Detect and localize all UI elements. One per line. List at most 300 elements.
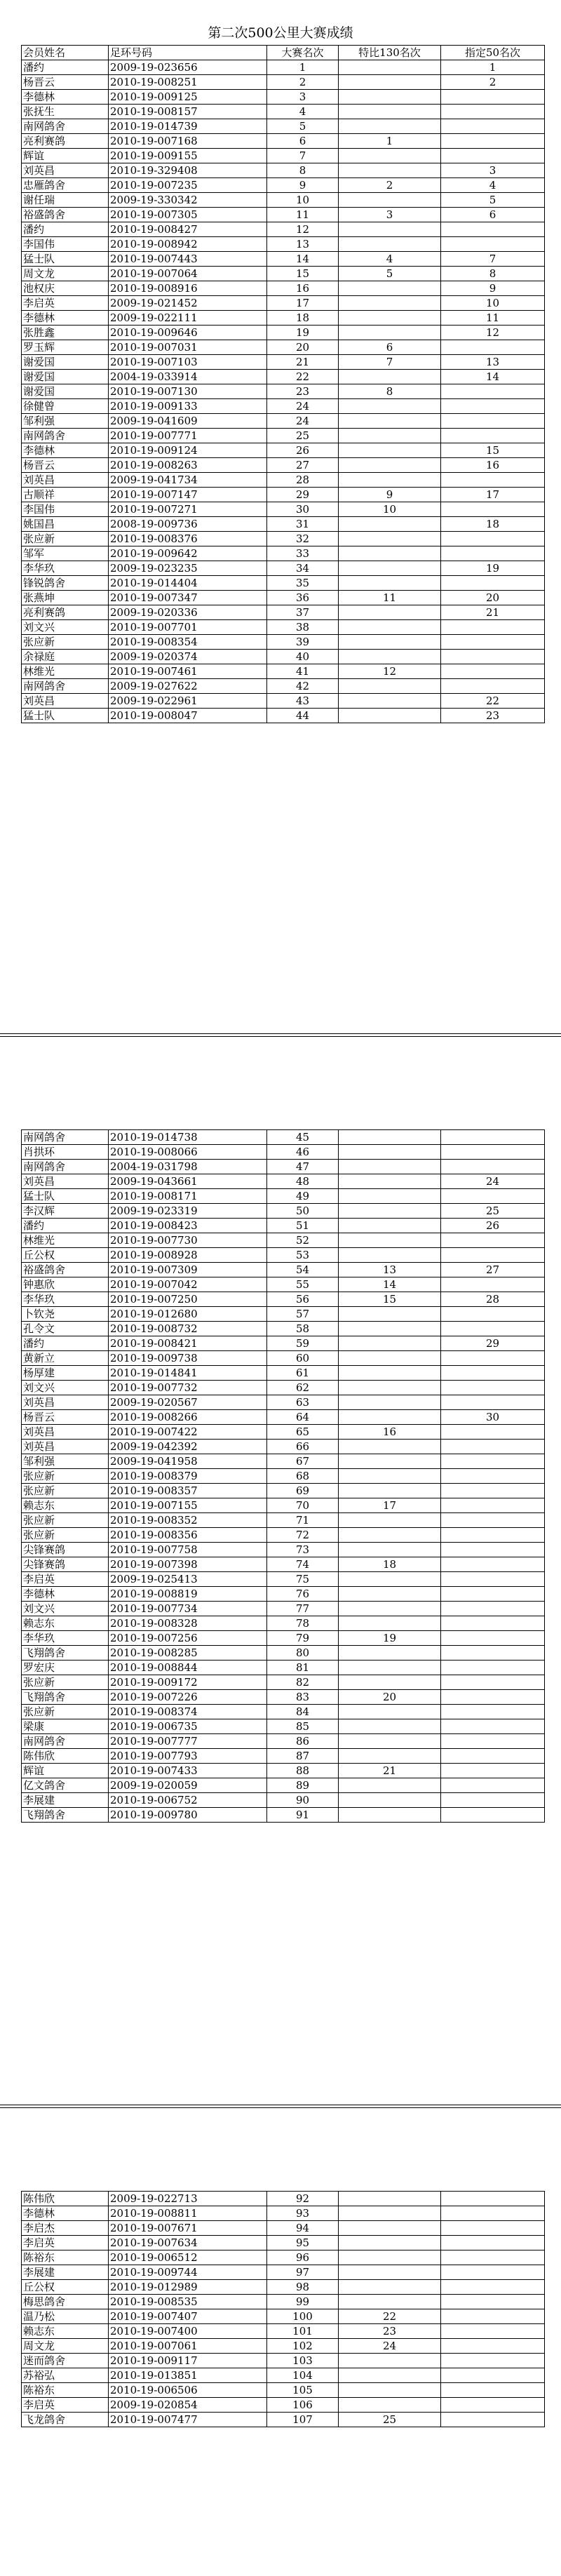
table-row <box>22 429 545 443</box>
special-130-rank-cell: 8 <box>339 384 441 399</box>
designated-50-rank-cell <box>441 1705 545 1719</box>
member-name-cell: 李启英 <box>22 296 109 311</box>
member-name-cell: 刘英昌 <box>22 1440 109 1454</box>
race-rank-cell: 63 <box>267 1395 339 1410</box>
ring-number-cell: 2010-19-007433 <box>109 1764 267 1778</box>
member-name-cell: 刘英昌 <box>22 1425 109 1440</box>
ring-number-cell: 2010-19-007422 <box>109 1425 267 1440</box>
ring-number-cell: 2010-19-007734 <box>109 1602 267 1616</box>
ring-number-cell: 2004-19-033914 <box>109 370 267 384</box>
member-name-cell: 李华玖 <box>22 1631 109 1646</box>
race-rank-cell: 19 <box>267 326 339 340</box>
header-ring-number: 足环号码 <box>109 46 267 60</box>
race-rank-cell: 2 <box>267 75 339 90</box>
designated-50-rank-cell <box>441 149 545 163</box>
race-rank-cell: 35 <box>267 576 339 591</box>
table-row <box>22 2309 545 2324</box>
special-130-rank-cell: 7 <box>339 355 441 370</box>
designated-50-rank-cell: 16 <box>441 458 545 473</box>
table-row <box>22 2280 545 2295</box>
member-name-cell: 温乃松 <box>22 2309 109 2324</box>
member-name-cell: 刘英昌 <box>22 1395 109 1410</box>
special-130-rank-cell: 11 <box>339 591 441 605</box>
table-row <box>22 208 545 222</box>
race-rank-cell: 101 <box>267 2324 339 2339</box>
table-row <box>22 1440 545 1454</box>
race-rank-cell: 88 <box>267 1764 339 1778</box>
table-row <box>22 488 545 502</box>
table-row <box>22 679 545 694</box>
ring-number-cell: 2010-19-007758 <box>109 1543 267 1557</box>
ring-number-cell: 2010-19-009646 <box>109 326 267 340</box>
table-row <box>22 1661 545 1675</box>
ring-number-cell: 2010-19-009155 <box>109 149 267 163</box>
member-name-cell: 李德林 <box>22 2206 109 2221</box>
special-130-rank-cell <box>339 2383 441 2398</box>
ring-number-cell: 2009-19-020336 <box>109 605 267 620</box>
ring-number-cell: 2009-19-020854 <box>109 2398 267 2413</box>
ring-number-cell: 2010-19-007271 <box>109 502 267 517</box>
table-row <box>22 1602 545 1616</box>
table-row <box>22 458 545 473</box>
special-130-rank-cell <box>339 1793 441 1808</box>
ring-number-cell: 2010-19-008421 <box>109 1336 267 1351</box>
special-130-rank-cell <box>339 1661 441 1675</box>
designated-50-rank-cell <box>441 90 545 105</box>
member-name-cell: 钟惠欣 <box>22 1277 109 1292</box>
member-name-cell: 陈裕东 <box>22 2250 109 2265</box>
designated-50-rank-cell <box>441 1233 545 1248</box>
ring-number-cell: 2010-19-008379 <box>109 1469 267 1484</box>
member-name-cell: 刘英昌 <box>22 473 109 488</box>
table-row <box>22 1130 545 1145</box>
special-130-rank-cell: 4 <box>339 252 441 267</box>
special-130-rank-cell <box>339 1528 441 1543</box>
member-name-cell: 罗玉辉 <box>22 340 109 355</box>
table-row <box>22 134 545 149</box>
member-name-cell: 李德林 <box>22 443 109 458</box>
member-name-cell: 张应新 <box>22 1513 109 1528</box>
special-130-rank-cell <box>339 370 441 384</box>
table-row <box>22 296 545 311</box>
table-row <box>22 1204 545 1219</box>
table-row <box>22 1498 545 1513</box>
race-rank-cell: 97 <box>267 2265 339 2280</box>
special-130-rank-cell: 15 <box>339 1292 441 1307</box>
race-rank-cell: 15 <box>267 267 339 281</box>
special-130-rank-cell <box>339 60 441 75</box>
table-row <box>22 2339 545 2354</box>
race-rank-cell: 24 <box>267 414 339 429</box>
ring-number-cell: 2010-19-007061 <box>109 2339 267 2354</box>
table-row <box>22 1572 545 1587</box>
designated-50-rank-cell: 14 <box>441 370 545 384</box>
member-name-cell: 梁康 <box>22 1719 109 1734</box>
ring-number-cell: 2010-19-007701 <box>109 620 267 635</box>
designated-50-rank-cell: 4 <box>441 178 545 193</box>
member-name-cell: 张燕坤 <box>22 591 109 605</box>
race-rank-cell: 11 <box>267 208 339 222</box>
special-130-rank-cell <box>339 679 441 694</box>
special-130-rank-cell: 22 <box>339 2309 441 2324</box>
special-130-rank-cell: 17 <box>339 1498 441 1513</box>
table-row <box>22 1248 545 1263</box>
table-row <box>22 1410 545 1425</box>
special-130-rank-cell <box>339 1454 441 1469</box>
member-name-cell: 周文龙 <box>22 267 109 281</box>
designated-50-rank-cell: 10 <box>441 296 545 311</box>
member-name-cell: 苏裕弘 <box>22 2368 109 2383</box>
ring-number-cell: 2010-19-008376 <box>109 532 267 546</box>
designated-50-rank-cell: 30 <box>441 1410 545 1425</box>
ring-number-cell: 2010-19-007130 <box>109 384 267 399</box>
race-rank-cell: 44 <box>267 709 339 723</box>
race-rank-cell: 56 <box>267 1292 339 1307</box>
designated-50-rank-cell: 20 <box>441 591 545 605</box>
designated-50-rank-cell: 7 <box>441 252 545 267</box>
ring-number-cell: 2010-19-007730 <box>109 1233 267 1248</box>
table-row <box>22 1263 545 1277</box>
designated-50-rank-cell <box>441 1602 545 1616</box>
race-rank-cell: 103 <box>267 2354 339 2368</box>
race-rank-cell: 73 <box>267 1543 339 1557</box>
special-130-rank-cell <box>339 2236 441 2250</box>
table-row <box>22 1469 545 1484</box>
designated-50-rank-cell <box>441 1277 545 1292</box>
table-row <box>22 252 545 267</box>
ring-number-cell: 2010-19-008266 <box>109 1410 267 1425</box>
ring-number-cell: 2010-19-007064 <box>109 267 267 281</box>
ring-number-cell: 2010-19-007443 <box>109 252 267 267</box>
designated-50-rank-cell <box>441 1469 545 1484</box>
designated-50-rank-cell: 24 <box>441 1174 545 1189</box>
member-name-cell: 古顺祥 <box>22 488 109 502</box>
ring-number-cell: 2010-19-009744 <box>109 2265 267 2280</box>
member-name-cell: 南网鸽舍 <box>22 1734 109 1749</box>
designated-50-rank-cell <box>441 1764 545 1778</box>
table-row <box>22 1322 545 1336</box>
ring-number-cell: 2009-19-043661 <box>109 1174 267 1189</box>
designated-50-rank-cell <box>441 635 545 650</box>
member-name-cell: 徐健曾 <box>22 399 109 414</box>
ring-number-cell: 2010-19-008328 <box>109 1616 267 1631</box>
ring-number-cell: 2010-19-014404 <box>109 576 267 591</box>
member-name-cell: 谢爱国 <box>22 355 109 370</box>
designated-50-rank-cell <box>441 1793 545 1808</box>
table-row <box>22 1543 545 1557</box>
table-row <box>22 105 545 119</box>
designated-50-rank-cell <box>441 2236 545 2250</box>
member-name-cell: 飞翔鸽舍 <box>22 1808 109 1823</box>
member-name-cell: 南网鸽舍 <box>22 1160 109 1174</box>
special-130-rank-cell: 25 <box>339 2413 441 2427</box>
race-rank-cell: 3 <box>267 90 339 105</box>
designated-50-rank-cell <box>441 2324 545 2339</box>
race-rank-cell: 80 <box>267 1646 339 1661</box>
results-table-page-3 <box>21 2191 545 2427</box>
race-rank-cell: 72 <box>267 1528 339 1543</box>
special-130-rank-cell <box>339 119 441 134</box>
race-rank-cell: 43 <box>267 694 339 709</box>
race-rank-cell: 55 <box>267 1277 339 1292</box>
member-name-cell: 谢任瑞 <box>22 193 109 208</box>
ring-number-cell: 2010-19-329408 <box>109 163 267 178</box>
special-130-rank-cell <box>339 650 441 664</box>
special-130-rank-cell: 20 <box>339 1690 441 1705</box>
special-130-rank-cell <box>339 473 441 488</box>
ring-number-cell: 2010-19-008352 <box>109 1513 267 1528</box>
race-rank-cell: 45 <box>267 1130 339 1145</box>
race-rank-cell: 30 <box>267 502 339 517</box>
member-name-cell: 张胜鑫 <box>22 326 109 340</box>
race-rank-cell: 13 <box>267 237 339 252</box>
race-rank-cell: 5 <box>267 119 339 134</box>
member-name-cell: 刘英昌 <box>22 694 109 709</box>
table-row <box>22 1381 545 1395</box>
designated-50-rank-cell <box>441 1440 545 1454</box>
table-row <box>22 1145 545 1160</box>
ring-number-cell: 2010-19-007031 <box>109 340 267 355</box>
special-130-rank-cell <box>339 1366 441 1381</box>
member-name-cell: 张应新 <box>22 1705 109 1719</box>
race-rank-cell: 67 <box>267 1454 339 1469</box>
ring-number-cell: 2010-19-012989 <box>109 2280 267 2295</box>
member-name-cell: 余禄庭 <box>22 650 109 664</box>
table-row <box>22 443 545 458</box>
designated-50-rank-cell <box>441 2206 545 2221</box>
table-row <box>22 561 545 576</box>
race-rank-cell: 23 <box>267 384 339 399</box>
table-row <box>22 370 545 384</box>
race-rank-cell: 58 <box>267 1322 339 1336</box>
ring-number-cell: 2009-19-020374 <box>109 650 267 664</box>
table-row <box>22 635 545 650</box>
race-rank-cell: 87 <box>267 1749 339 1764</box>
member-name-cell: 杨晋云 <box>22 458 109 473</box>
table-row <box>22 1336 545 1351</box>
member-name-cell: 孔令文 <box>22 1322 109 1336</box>
designated-50-rank-cell <box>441 1749 545 1764</box>
member-name-cell: 肖拱环 <box>22 1145 109 1160</box>
race-rank-cell: 104 <box>267 2368 339 2383</box>
ring-number-cell: 2010-19-008171 <box>109 1189 267 1204</box>
ring-number-cell: 2010-19-007256 <box>109 1631 267 1646</box>
designated-50-rank-cell: 12 <box>441 326 545 340</box>
table-row <box>22 75 545 90</box>
race-rank-cell: 4 <box>267 105 339 119</box>
ring-number-cell: 2010-19-008356 <box>109 1528 267 1543</box>
designated-50-rank-cell <box>441 1498 545 1513</box>
race-rank-cell: 86 <box>267 1734 339 1749</box>
member-name-cell: 南网鸽舍 <box>22 119 109 134</box>
member-name-cell: 裕盛鸽舍 <box>22 1263 109 1277</box>
designated-50-rank-cell: 27 <box>441 1263 545 1277</box>
designated-50-rank-cell <box>441 2383 545 2398</box>
designated-50-rank-cell: 28 <box>441 1292 545 1307</box>
special-130-rank-cell <box>339 1513 441 1528</box>
race-rank-cell: 12 <box>267 222 339 237</box>
ring-number-cell: 2010-19-007771 <box>109 429 267 443</box>
table-row <box>22 1277 545 1292</box>
race-rank-cell: 6 <box>267 134 339 149</box>
table-row <box>22 650 545 664</box>
designated-50-rank-cell: 11 <box>441 311 545 326</box>
race-rank-cell: 24 <box>267 399 339 414</box>
ring-number-cell: 2009-19-020567 <box>109 1395 267 1410</box>
table-row <box>22 1219 545 1233</box>
table-row <box>22 1675 545 1690</box>
ring-number-cell: 2010-19-007671 <box>109 2221 267 2236</box>
race-rank-cell: 69 <box>267 1484 339 1498</box>
ring-number-cell: 2010-19-006506 <box>109 2383 267 2398</box>
special-130-rank-cell <box>339 561 441 576</box>
special-130-rank-cell <box>339 193 441 208</box>
race-rank-cell: 79 <box>267 1631 339 1646</box>
race-rank-cell: 54 <box>267 1263 339 1277</box>
member-name-cell: 潘约 <box>22 1336 109 1351</box>
special-130-rank-cell <box>339 429 441 443</box>
special-130-rank-cell: 10 <box>339 502 441 517</box>
ring-number-cell: 2009-19-022961 <box>109 694 267 709</box>
race-rank-cell: 42 <box>267 679 339 694</box>
member-name-cell: 林维光 <box>22 1233 109 1248</box>
special-130-rank-cell <box>339 1145 441 1160</box>
table-row <box>22 2324 545 2339</box>
ring-number-cell: 2010-19-007634 <box>109 2236 267 2250</box>
table-row <box>22 1749 545 1764</box>
member-name-cell: 刘文兴 <box>22 1602 109 1616</box>
special-130-rank-cell <box>339 1233 441 1248</box>
ring-number-cell: 2010-19-009117 <box>109 2354 267 2368</box>
designated-50-rank-cell: 8 <box>441 267 545 281</box>
race-rank-cell: 32 <box>267 532 339 546</box>
ring-number-cell: 2010-19-007168 <box>109 134 267 149</box>
member-name-cell: 李华玖 <box>22 1292 109 1307</box>
designated-50-rank-cell <box>441 429 545 443</box>
special-130-rank-cell <box>339 105 441 119</box>
member-name-cell: 潘约 <box>22 60 109 75</box>
race-rank-cell: 102 <box>267 2339 339 2354</box>
special-130-rank-cell: 9 <box>339 488 441 502</box>
special-130-rank-cell: 24 <box>339 2339 441 2354</box>
member-name-cell: 飞龙鸽舍 <box>22 2413 109 2427</box>
header-race-rank: 大赛名次 <box>267 46 339 60</box>
race-rank-cell: 100 <box>267 2309 339 2324</box>
special-130-rank-cell: 3 <box>339 208 441 222</box>
special-130-rank-cell <box>339 296 441 311</box>
designated-50-rank-cell <box>441 1631 545 1646</box>
member-name-cell: 赖志东 <box>22 1616 109 1631</box>
table-row <box>22 1557 545 1572</box>
race-rank-cell: 38 <box>267 620 339 635</box>
designated-50-rank-cell <box>441 1557 545 1572</box>
table-row <box>22 709 545 723</box>
designated-50-rank-cell <box>441 1719 545 1734</box>
designated-50-rank-cell <box>441 664 545 679</box>
ring-number-cell: 2010-19-007793 <box>109 1749 267 1764</box>
designated-50-rank-cell <box>441 2413 545 2427</box>
race-rank-cell: 89 <box>267 1778 339 1793</box>
special-130-rank-cell <box>339 149 441 163</box>
designated-50-rank-cell <box>441 2339 545 2354</box>
special-130-rank-cell <box>339 1572 441 1587</box>
member-name-cell: 李展建 <box>22 2265 109 2280</box>
member-name-cell: 谢爱国 <box>22 370 109 384</box>
member-name-cell: 杨厚建 <box>22 1366 109 1381</box>
member-name-cell: 辉谊 <box>22 149 109 163</box>
ring-number-cell: 2010-19-013851 <box>109 2368 267 2383</box>
member-name-cell: 邹军 <box>22 546 109 561</box>
special-130-rank-cell <box>339 1749 441 1764</box>
ring-number-cell: 2010-19-009133 <box>109 399 267 414</box>
race-rank-cell: 52 <box>267 1233 339 1248</box>
member-name-cell: 刘英昌 <box>22 1174 109 1189</box>
member-name-cell: 刘文兴 <box>22 620 109 635</box>
ring-number-cell: 2010-19-008157 <box>109 105 267 119</box>
designated-50-rank-cell <box>441 1145 545 1160</box>
race-rank-cell: 83 <box>267 1690 339 1705</box>
table-row <box>22 237 545 252</box>
ring-number-cell: 2010-19-009642 <box>109 546 267 561</box>
designated-50-rank-cell: 17 <box>441 488 545 502</box>
ring-number-cell: 2010-19-009124 <box>109 443 267 458</box>
member-name-cell: 李德林 <box>22 311 109 326</box>
member-name-cell: 李国伟 <box>22 237 109 252</box>
ring-number-cell: 2010-19-007477 <box>109 2413 267 2427</box>
special-130-rank-cell <box>339 90 441 105</box>
special-130-rank-cell <box>339 458 441 473</box>
table-row <box>22 620 545 635</box>
member-name-cell: 辉谊 <box>22 1764 109 1778</box>
table-row <box>22 1160 545 1174</box>
ring-number-cell: 2009-19-022713 <box>109 2192 267 2206</box>
special-130-rank-cell <box>339 635 441 650</box>
member-name-cell: 猛士队 <box>22 1189 109 1204</box>
table-row <box>22 193 545 208</box>
designated-50-rank-cell <box>441 1248 545 1263</box>
special-130-rank-cell <box>339 2354 441 2368</box>
special-130-rank-cell <box>339 414 441 429</box>
designated-50-rank-cell: 13 <box>441 355 545 370</box>
ring-number-cell: 2010-19-008374 <box>109 1705 267 1719</box>
member-name-cell: 杨晋云 <box>22 75 109 90</box>
ring-number-cell: 2009-19-041734 <box>109 473 267 488</box>
table-row <box>22 1395 545 1410</box>
table-row <box>22 1646 545 1661</box>
table-header-row <box>22 46 545 60</box>
table-row <box>22 1484 545 1498</box>
ring-number-cell: 2010-19-007309 <box>109 1263 267 1277</box>
designated-50-rank-cell <box>441 105 545 119</box>
ring-number-cell: 2010-19-008928 <box>109 1248 267 1263</box>
member-name-cell: 丘公权 <box>22 1248 109 1263</box>
member-name-cell: 刘文兴 <box>22 1381 109 1395</box>
member-name-cell: 姚国昌 <box>22 517 109 532</box>
ring-number-cell: 2010-19-007407 <box>109 2309 267 2324</box>
special-130-rank-cell <box>339 1410 441 1425</box>
table-row <box>22 473 545 488</box>
table-row <box>22 591 545 605</box>
special-130-rank-cell <box>339 1484 441 1498</box>
designated-50-rank-cell: 18 <box>441 517 545 532</box>
special-130-rank-cell <box>339 1719 441 1734</box>
member-name-cell: 罗宏庆 <box>22 1661 109 1675</box>
ring-number-cell: 2010-19-008844 <box>109 1661 267 1675</box>
ring-number-cell: 2009-19-021452 <box>109 296 267 311</box>
table-row <box>22 355 545 370</box>
race-rank-cell: 65 <box>267 1425 339 1440</box>
table-row <box>22 2413 545 2427</box>
